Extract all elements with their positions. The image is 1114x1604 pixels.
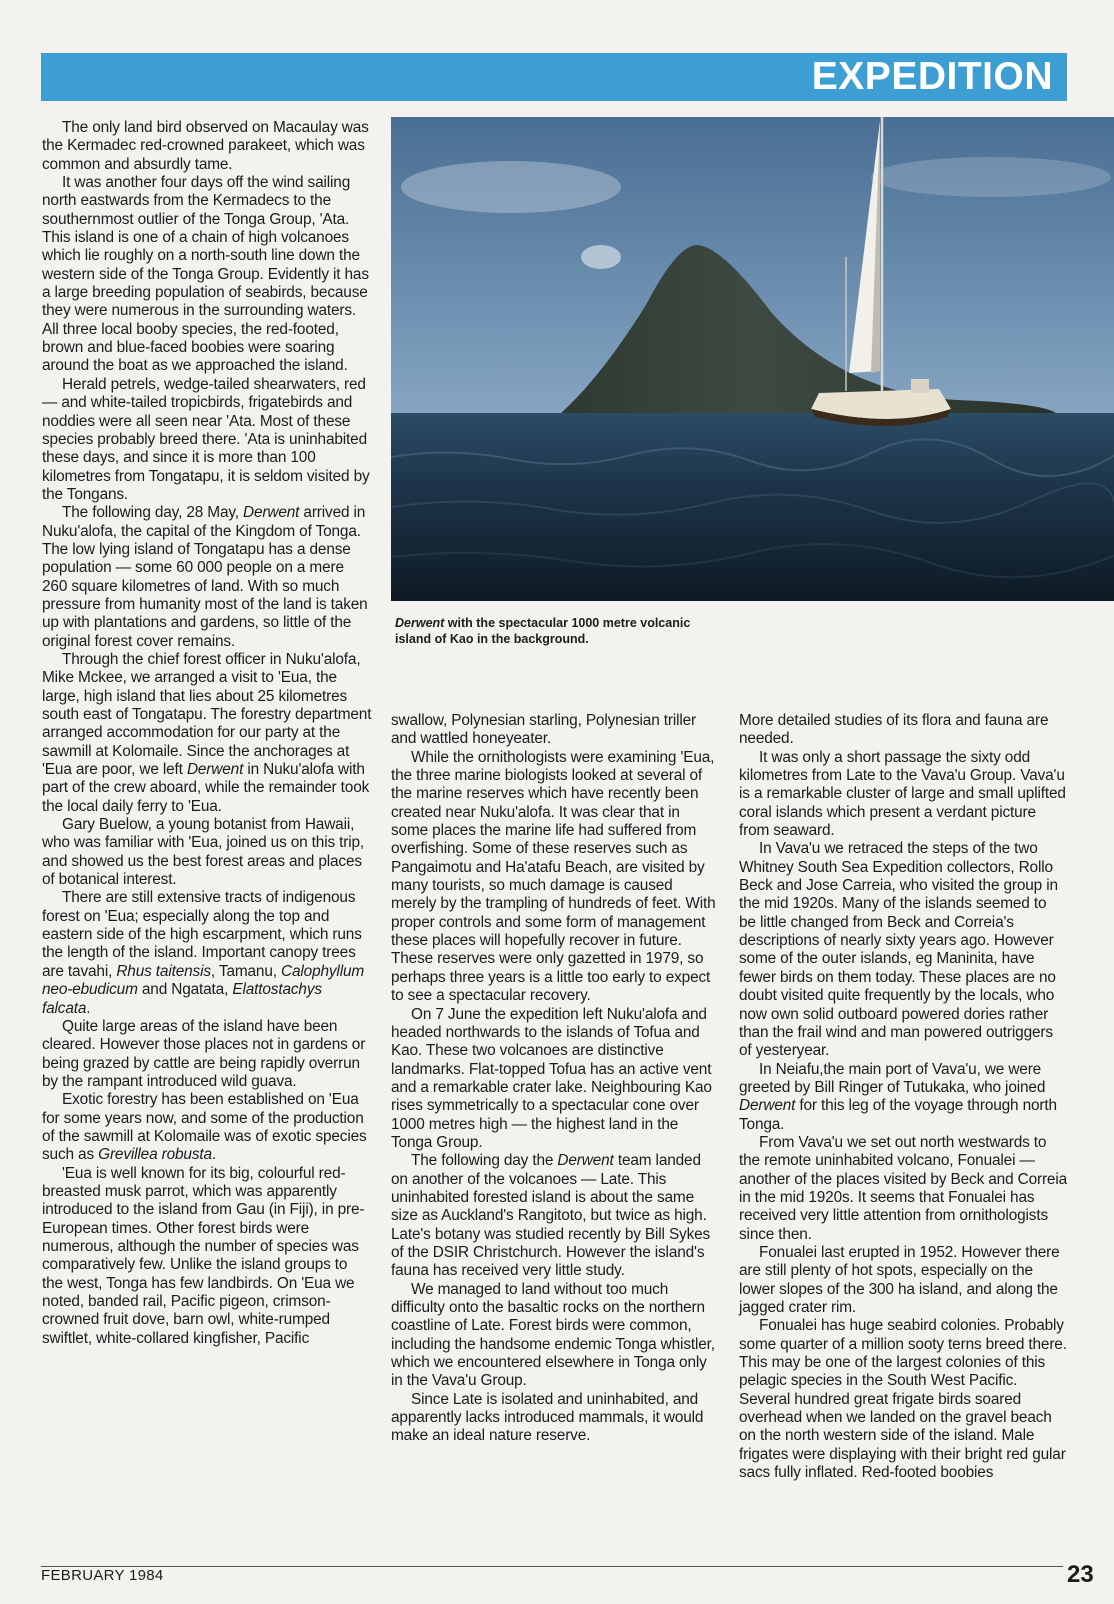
- paragraph: Exotic forestry has been established on 'Eua for some years now, and some of the production of the sawmill at Kolomaile was of exotic species such as Grevillea robusta.: [42, 1091, 367, 1164]
- paragraph: In Vava'u we retraced the steps of the two Whitney South Sea Expedition collectors, Rollo Beck and Jose Carreia, who visited the group in the mid 1920s. Many of the islands seemed to be little changed from Beck and Correia's descriptions of nearly sixty years ago. However some of the outer islands, eg Maninita, have fewer birds on them today. These places are no doubt visited quite frequently by the locals, who now own solid outboard powered dories rather than the frail wind and man powered outriggers of yesteryear.: [739, 840, 1058, 1060]
- section-banner: [41, 53, 1067, 101]
- paragraph: We managed to land without too much difficulty onto the basaltic rocks on the northern coastline of Late. Forest birds were common, including the handsome endemic Tonga whistler, which we encountered elsewhere in Tonga only in the Vava'u Group.: [391, 1280, 715, 1390]
- section-title: EXPEDITION: [811, 55, 1053, 98]
- paragraph: In Neiafu,the main port of Vava'u, we were greeted by Bill Ringer of Tutukaka, who joined Derwent for this leg of the voyage through north Tonga.: [739, 1060, 1057, 1133]
- italic-term: Calophyllum neo-ebudicum: [42, 962, 365, 999]
- caption-text: with the spectacular 1000 metre volcanic island of Kao in the background.: [395, 616, 691, 646]
- paragraph: On 7 June the expedition left Nuku'alofa and headed northwards to the islands of Tofua and Kao. These two volcanoes are distinctive landmarks. Flat-topped Tofua has an active vent and a remarkable crater lake. Neighbouring Kao rises symmetrically to a spectacular cone over 1000 metres high — the highest land in the Tonga Group.: [391, 1005, 712, 1151]
- photo-caption: [395, 616, 725, 647]
- article-column-2: [391, 712, 718, 1446]
- paragraph: 'Eua is well known for its big, colourful red-breasted musk parrot, which was apparently introduced to the island from Gau (in Fiji), in pre-European times. Other forest birds were numerous, although the number of species was comparatively few. Unlike the island groups to the west, Tonga has few landbirds. On 'Eua we noted, banded rail, Pacific pigeon, crimson-crowned fruit dove, barn owl, white-rumped swiftlet, white-collared kingfisher, Pacific: [42, 1164, 365, 1347]
- paragraph: The following day the Derwent team landed on another of the volcanoes — Late. This uninhabited forested island is about the same size as Auckland's Rangitoto, but twice as high. Late's botany was studied recently by Bill Sykes of the DSIR Christchurch. However the island's fauna has received very little study.: [391, 1152, 711, 1280]
- paragraph: From Vava'u we set out north westwards to the remote uninhabited volcano, Fonualei — another of the places visited by Beck and Correia in the mid 1920s. It seems that Fonualei has received very little attention from ornithologists since then.: [739, 1133, 1068, 1243]
- paragraph: It was only a short passage the sixty odd kilometres from Late to the Vava'u Group. Vava'u is a remarkable cluster of large and small uplifted coral islands which present a verdant picture from seaward.: [739, 748, 1066, 840]
- paragraph: swallow, Polynesian starling, Polynesian triller and wattled honeyeater.: [391, 712, 697, 748]
- footer-rule: [41, 1566, 1063, 1567]
- article-column-1: [42, 119, 372, 1348]
- paragraph: Quite large areas of the island have been cleared. However those places not in gardens or being grazed by cattle are being rapidly overrun by the rampant introduced wild guava.: [42, 1017, 366, 1090]
- italic-term: Derwent: [557, 1152, 614, 1170]
- article-column-3: [739, 712, 1067, 1482]
- paragraph: Since Late is isolated and uninhabited, and apparently lacks introduced mammals, it would make an ideal nature reserve.: [391, 1390, 704, 1445]
- paragraph: It was another four days off the wind sailing north eastwards from the Kermadecs to the southernmost outlier of the Tonga Group, 'Ata. This island is one of a chain of high volcanoes which lie roughly on a north-south line down the western side of the Tonga Group. Evidently it has a large breeding population of seabirds, because they were numerous in the surrounding waters. All three local booby species, the red-footed, brown and blue-faced boobies were soaring around the boat as we approached the island.: [42, 174, 369, 375]
- paragraph: There are still extensive tracts of indigenous forest on 'Eua; especially along the top and eastern side of the high escarpment, which runs the length of the island. Important canopy trees are tavahi, Rhus taitensis, Tamanu, Calophyllum neo-ebudicum and Ngatata, Elattostachys falcata.: [42, 889, 365, 1017]
- page-number: 23: [1067, 1561, 1094, 1588]
- photo-kao-volcano-yacht: [391, 117, 1114, 601]
- paragraph: Herald petrels, wedge-tailed shearwaters, red— and white-tailed tropicbirds, frigatebirds and noddies were all seen near 'Ata. Most of these species probably breed there. 'Ata is uninhabited these days, and since it is more than 100 kilometres from Tongatapu, it is seldom visited by the Tongans.: [42, 375, 370, 503]
- paragraph: More detailed studies of its flora and fauna are needed.: [739, 712, 1049, 748]
- paragraph: Through the chief forest officer in Nuku'alofa, Mike Mckee, we arranged a visit to 'Eua, the large, high island that lies about 25 kilometres south east of Tongatapu. The forestry department arranged accommodation for our party at the sawmill at Kolomaile. Since the anchorages at 'Eua are poor, we left Derwent in Nuku'alofa with part of the crew aboard, while the remainder took the local daily ferry to 'Eua.: [42, 650, 372, 815]
- paragraph: While the ornithologists were examining 'Eua, the three marine biologists looked at several of the marine reserves which have recently been created near Nuku'alofa. It was clear that in some places the marine life had suffered from overfishing. Some of these reserves such as Pangaimotu and Ha'atafu Beach, are visited by many tourists, so much damage is caused merely by the trampling of hundreds of feet. With proper controls and some form of management these places will hopefully recover in future. These reserves were only gazetted in 1979, so perhaps three years is a little too early to expect to see a spectacular recovery.: [391, 748, 716, 1005]
- paragraph: Gary Buelow, a young botanist from Hawaii, who was familiar with 'Eua, joined us on this trip, and showed us the best forest areas and places of botanical interest.: [42, 816, 365, 889]
- italic-term: Derwent: [243, 504, 300, 522]
- italic-term: Derwent: [739, 1097, 796, 1115]
- paragraph: Fonualei has huge seabird colonies. Probably some quarter of a million sooty terns breed there. This may be one of the largest colonies of this pelagic species in the South West Pacific. Several hundred great frigate birds soared overhead when we landed on the gravel beach on the north western side of the island. Male frigates were displaying with their bright red gular sacs fully inflated. Red-footed boobies: [739, 1317, 1067, 1482]
- issue-date: FEBRUARY 1984: [41, 1567, 164, 1584]
- paragraph: Fonualei last erupted in 1952. However there are still plenty of hot spots, especially on the lower slopes of the 300 ha island, and along the jagged crater rim.: [739, 1243, 1060, 1316]
- italic-term: Rhus taitensis: [116, 962, 211, 980]
- paragraph: The only land bird observed on Macaulay was the Kermadec red-crowned parakeet, which was common and absurdly tame.: [42, 119, 369, 173]
- caption-vessel-name: Derwent: [395, 616, 445, 630]
- italic-term: Derwent: [186, 761, 244, 779]
- paragraph: The following day, 28 May, Derwent arrived in Nuku'alofa, the capital of the Kingdom of Tonga. The low lying island of Tongatapu has a dense population — some 60 000 people on a mere 260 square kilometres of land. With so much pressure from humanity most of the land is taken up with plantations and gardens, so little of the original forest cover remains.: [42, 504, 368, 650]
- italic-term: Elattostachys falcata: [42, 981, 322, 1017]
- italic-term: Grevillea robusta: [98, 1146, 212, 1164]
